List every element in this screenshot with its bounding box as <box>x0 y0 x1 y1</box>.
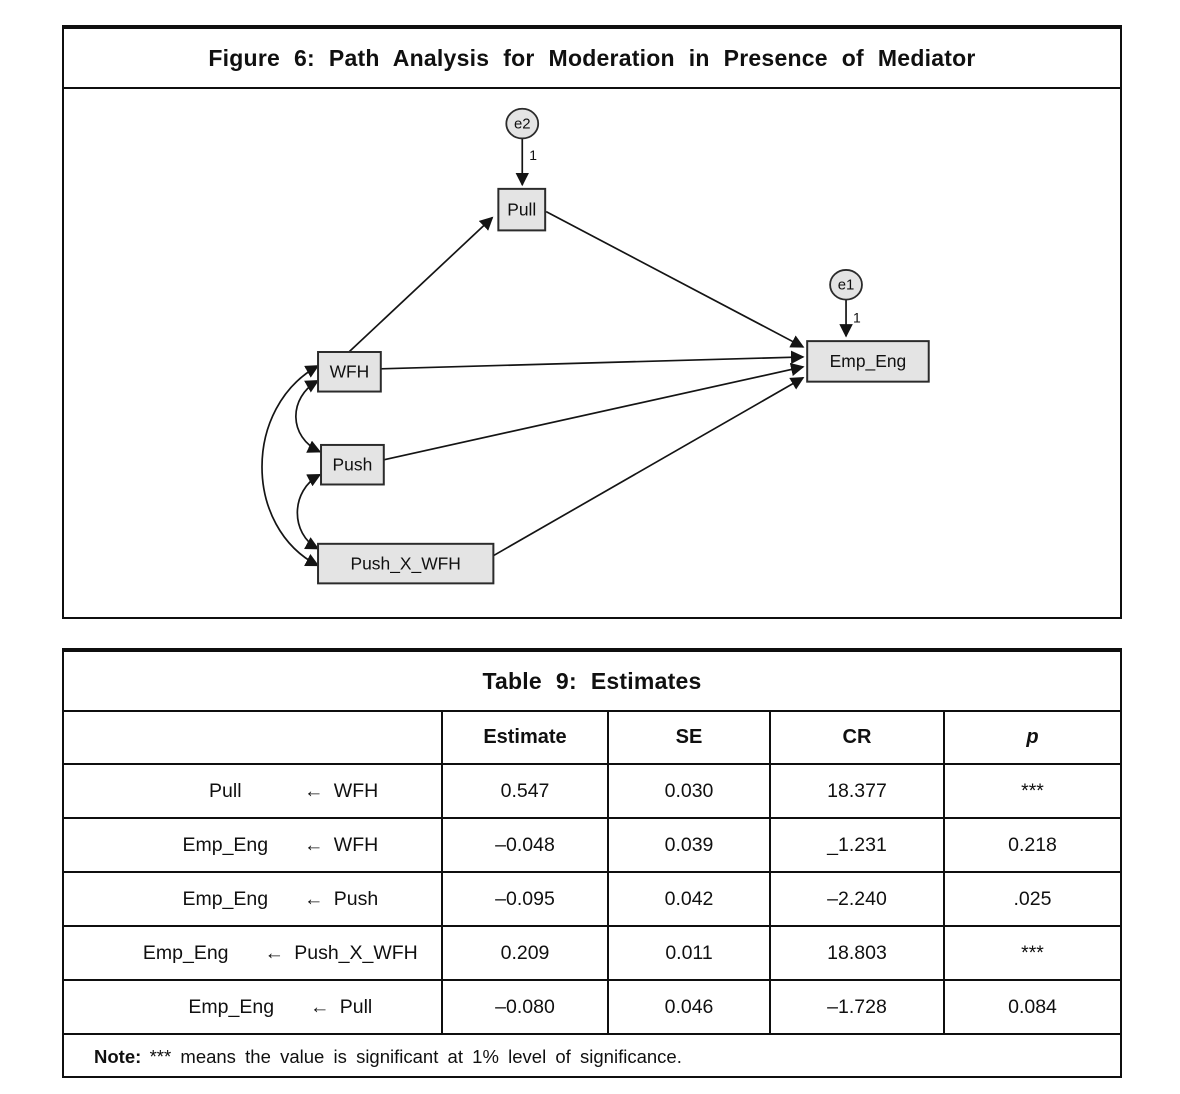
figure-title: Figure 6: Path Analysis for Moderation in Presence of Mediator <box>64 29 1120 89</box>
p-cell: *** <box>944 926 1120 980</box>
left-arrow-glyph: ← <box>304 833 324 856</box>
dependent-variable: Emp_Eng <box>188 995 275 1018</box>
estimate-cell: –0.048 <box>442 818 608 872</box>
node-push-x-wfh <box>318 544 493 584</box>
node-pull-label: Pull <box>507 199 537 220</box>
p-cell: 0.084 <box>944 980 1120 1034</box>
error-node-e1 <box>830 270 862 300</box>
column-header-estimate: Estimate <box>442 712 608 764</box>
covariance-wfh-pushxwfh <box>262 366 318 566</box>
source-variable: Push <box>333 887 379 910</box>
table-title: Table 9: Estimates <box>64 652 1120 712</box>
weight-label-e2-pull: 1 <box>529 147 537 164</box>
se-cell: 0.042 <box>608 872 770 926</box>
column-header-p: p <box>944 712 1120 764</box>
node-wfh-label: WFH <box>329 361 370 382</box>
se-cell: 0.011 <box>608 926 770 980</box>
dependent-variable: Emp_Eng <box>182 833 269 856</box>
source-variable: Pull <box>339 995 373 1018</box>
left-arrow-glyph: ← <box>304 887 324 910</box>
header-row <box>64 712 1120 764</box>
left-arrow-glyph: ← <box>304 779 324 802</box>
estimate-cell: 0.209 <box>442 926 608 980</box>
relation-cell <box>64 764 442 818</box>
edge-wfh-pull <box>349 218 492 352</box>
edge-wfh-emp-eng <box>381 357 803 369</box>
column-header-cr: CR <box>770 712 944 764</box>
table-row <box>64 980 1120 1034</box>
error-node-e2-label: e2 <box>513 116 531 133</box>
edge-pull-emp-eng <box>546 212 803 347</box>
p-cell: .025 <box>944 872 1120 926</box>
error-node-e1-label: e1 <box>837 277 855 294</box>
node-emp-eng <box>807 341 929 382</box>
dependent-variable: Emp_Eng <box>142 941 229 964</box>
node-wfh <box>318 352 381 392</box>
node-emp-eng-label: Emp_Eng <box>829 350 907 371</box>
p-cell: *** <box>944 764 1120 818</box>
cr-cell: _1.231 <box>770 818 944 872</box>
weight-label-e1-emp-eng: 1 <box>853 309 861 326</box>
left-arrow-glyph: ← <box>309 995 330 1018</box>
node-push-label: Push <box>332 454 373 475</box>
node-push-x-wfh-label: Push_X_WFH <box>350 553 461 574</box>
dependent-variable: Emp_Eng <box>182 887 269 910</box>
node-pull <box>498 189 545 231</box>
path-diagram <box>64 89 1120 615</box>
covariance-push-pushxwfh <box>297 475 320 549</box>
p-cell: 0.218 <box>944 818 1120 872</box>
path-diagram-svg <box>64 89 1120 615</box>
table-row <box>64 818 1120 872</box>
relation-cell <box>64 872 442 926</box>
estimate-cell: 0.547 <box>442 764 608 818</box>
source-variable: WFH <box>333 779 379 802</box>
relation-cell <box>64 818 442 872</box>
edge-pushxwfh-emp-eng <box>493 378 803 556</box>
left-arrow-glyph: ← <box>264 941 284 964</box>
estimate-cell: –0.080 <box>442 980 608 1034</box>
source-variable: WFH <box>333 833 379 856</box>
source-variable: Push_X_WFH <box>294 941 418 964</box>
dependent-variable: Pull <box>209 779 242 802</box>
cr-cell: 18.377 <box>770 764 944 818</box>
table-note <box>64 1035 1120 1079</box>
figure-panel <box>62 25 1122 619</box>
estimates-table <box>64 712 1120 1035</box>
cr-cell: –2.240 <box>770 872 944 926</box>
note-label: Note: <box>94 1046 142 1067</box>
relation-cell <box>64 926 442 980</box>
table-panel <box>62 648 1122 1078</box>
note-text: *** means the value is significant at 1% level of significance. <box>149 1046 682 1067</box>
relation-cell <box>64 980 442 1034</box>
cr-cell: –1.728 <box>770 980 944 1034</box>
column-header-se: SE <box>608 712 770 764</box>
column-header-relation <box>64 712 442 764</box>
table-row <box>64 926 1120 980</box>
se-cell: 0.046 <box>608 980 770 1034</box>
se-cell: 0.030 <box>608 764 770 818</box>
table-row <box>64 872 1120 926</box>
cr-cell: 18.803 <box>770 926 944 980</box>
node-push <box>321 445 384 485</box>
se-cell: 0.039 <box>608 818 770 872</box>
estimate-cell: –0.095 <box>442 872 608 926</box>
table-row <box>64 764 1120 818</box>
error-node-e2 <box>506 109 538 139</box>
covariance-wfh-push <box>296 381 320 452</box>
